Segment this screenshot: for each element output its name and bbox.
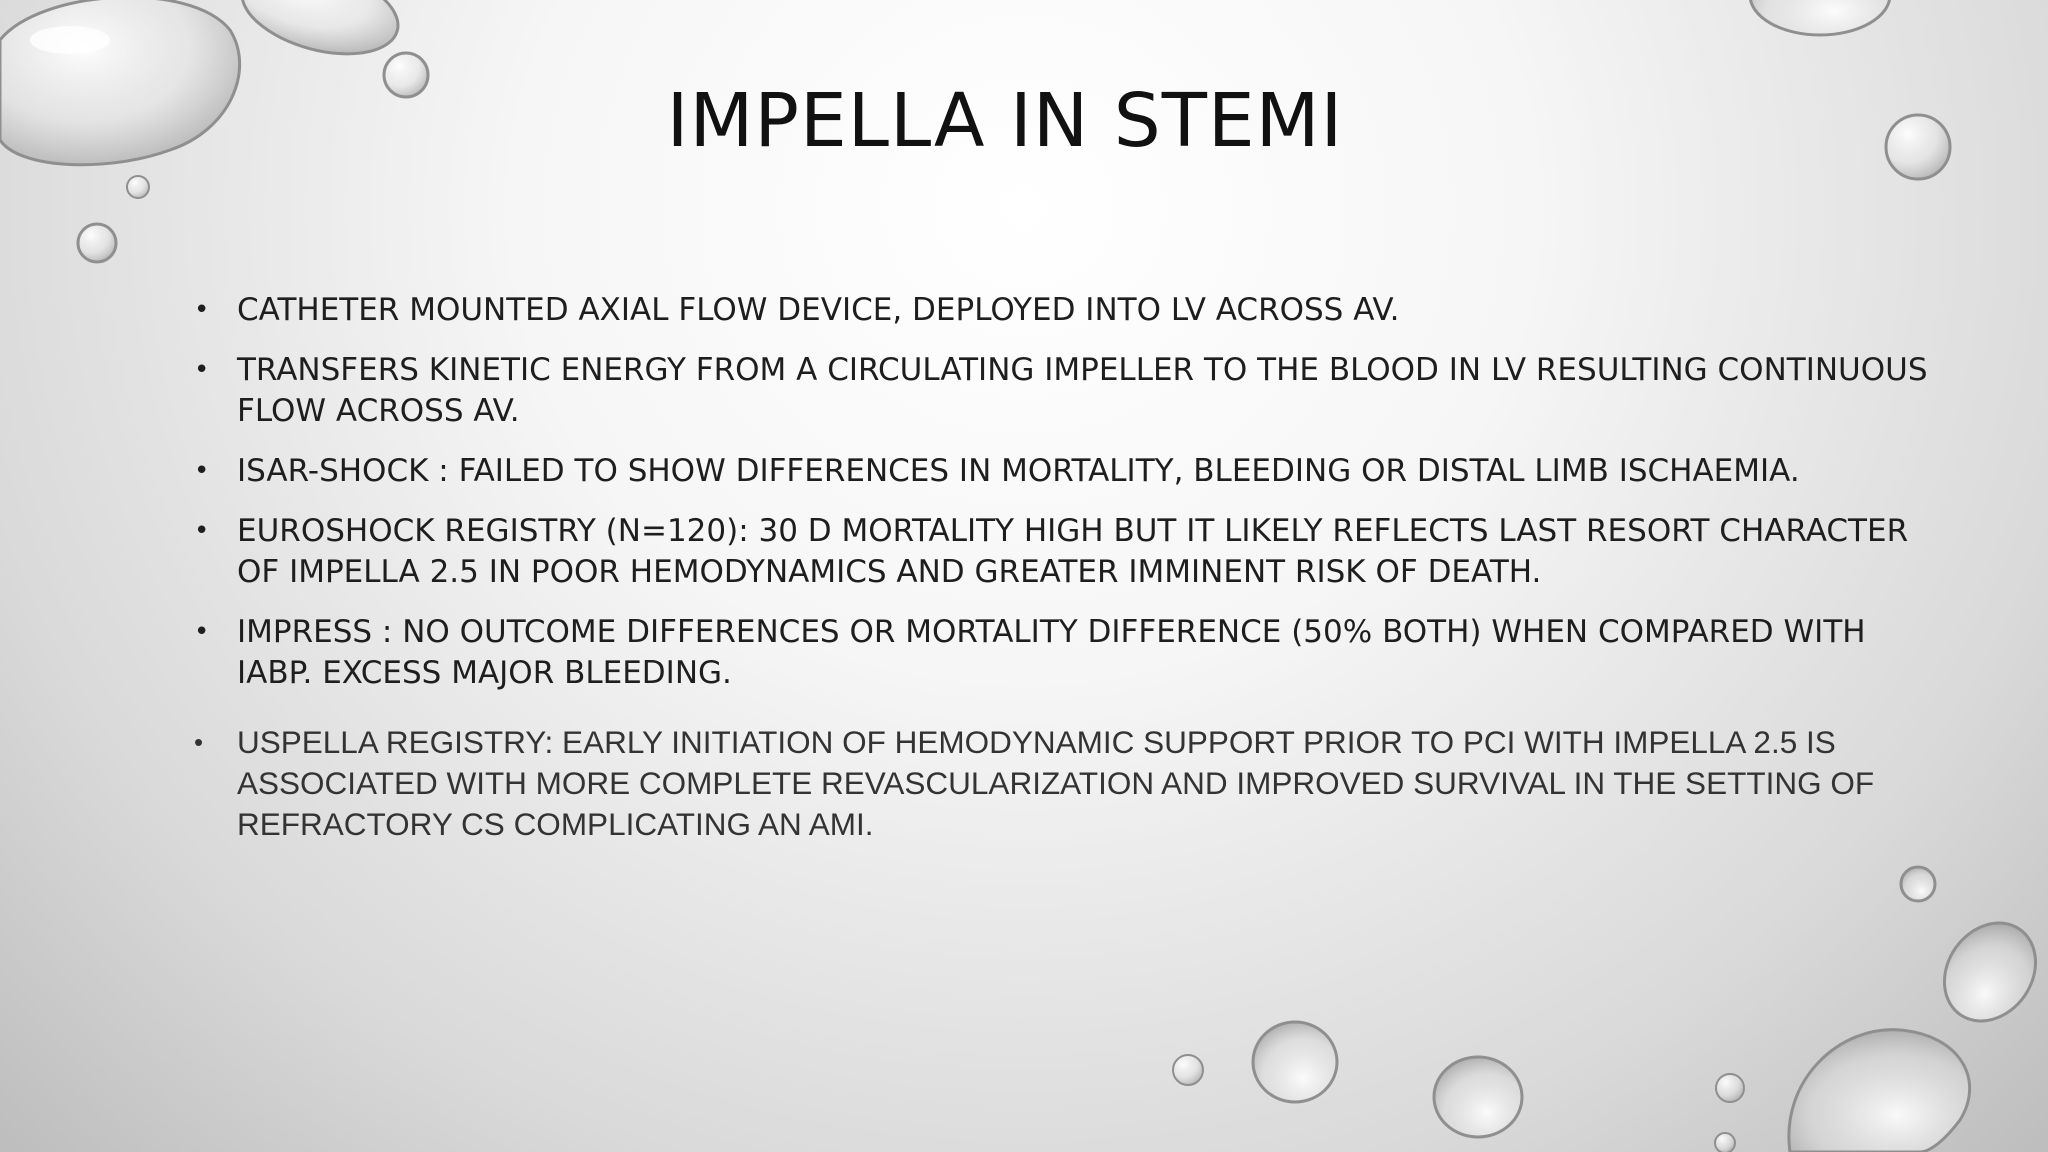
- bullet-item: [194, 290, 1934, 331]
- bullet-text: EUROSHOCK REGISTRY (N=120): 30 D MORTALITY HIGH BUT IT LIKELY REFLECTS LAST RESORT CHARACTER OF IMPELLA 2.5 IN POOR HEMODYNAMICS AND GREATER IMMINENT RISK OF DEATH.: [237, 513, 1909, 590]
- water-drop-icon: [1901, 867, 1935, 901]
- bullet-dot-icon: •: [194, 727, 204, 757]
- bullet-item: [194, 350, 1934, 432]
- bullet-text: IMPRESS : NO OUTCOME DIFFERENCES OR MORTALITY DIFFERENCE (50% BOTH) WHEN COMPARED WITH IABP. EXCESS MAJOR BLEEDING.: [237, 614, 1866, 691]
- water-drop-icon: [1253, 1022, 1337, 1102]
- water-drop-icon: [232, 0, 407, 69]
- bullet-dot-icon: •: [194, 617, 210, 647]
- water-drop-icon: [127, 176, 149, 198]
- bullet-item: [194, 511, 1934, 593]
- bullet-text: TRANSFERS KINETIC ENERGY FROM A CIRCULATING IMPELLER TO THE BLOOD IN LV RESULTING CONTINUOUS FLOW ACROSS AV.: [237, 352, 1928, 429]
- bullet-item: [194, 612, 1934, 694]
- water-drop-icon: [1926, 905, 2048, 1038]
- slide-title: IMPELLA IN STEMI: [666, 78, 1344, 164]
- water-drop-icon: [1173, 1055, 1203, 1085]
- water-drop-icon: [1789, 1030, 1970, 1152]
- bullet-dot-icon: •: [194, 516, 210, 546]
- bullet-item: [194, 451, 1934, 492]
- bullet-dot-icon: •: [194, 355, 210, 385]
- bullet-item: [194, 722, 1934, 845]
- water-drop-icon: [1715, 1133, 1735, 1152]
- bullet-dot-icon: •: [194, 456, 210, 486]
- bullet-list: [194, 290, 1934, 864]
- water-drop-icon: [1750, 0, 1890, 35]
- bullet-dot-icon: •: [194, 295, 210, 325]
- water-drop-icon: [1434, 1057, 1522, 1137]
- bullet-text: USPELLA REGISTRY: EARLY INITIATION OF HEMODYNAMIC SUPPORT PRIOR TO PCI WITH IMPELLA 2.5 IS ASSOCIATED WITH MORE COMPLETE REVASCULARIZATION AND IMPROVED SURVIVAL IN THE SETTING OF REFRACTORY CS COMPLICATING AN AMI.: [237, 724, 1875, 842]
- bullet-text: CATHETER MOUNTED AXIAL FLOW DEVICE, DEPLOYED INTO LV ACROSS AV.: [237, 292, 1400, 328]
- water-drop-icon: [1716, 1074, 1744, 1102]
- bullet-text: ISAR-SHOCK : FAILED TO SHOW DIFFERENCES IN MORTALITY, BLEEDING OR DISTAL LIMB ISCHAEMIA.: [237, 453, 1800, 489]
- water-drop-icon: [78, 224, 116, 262]
